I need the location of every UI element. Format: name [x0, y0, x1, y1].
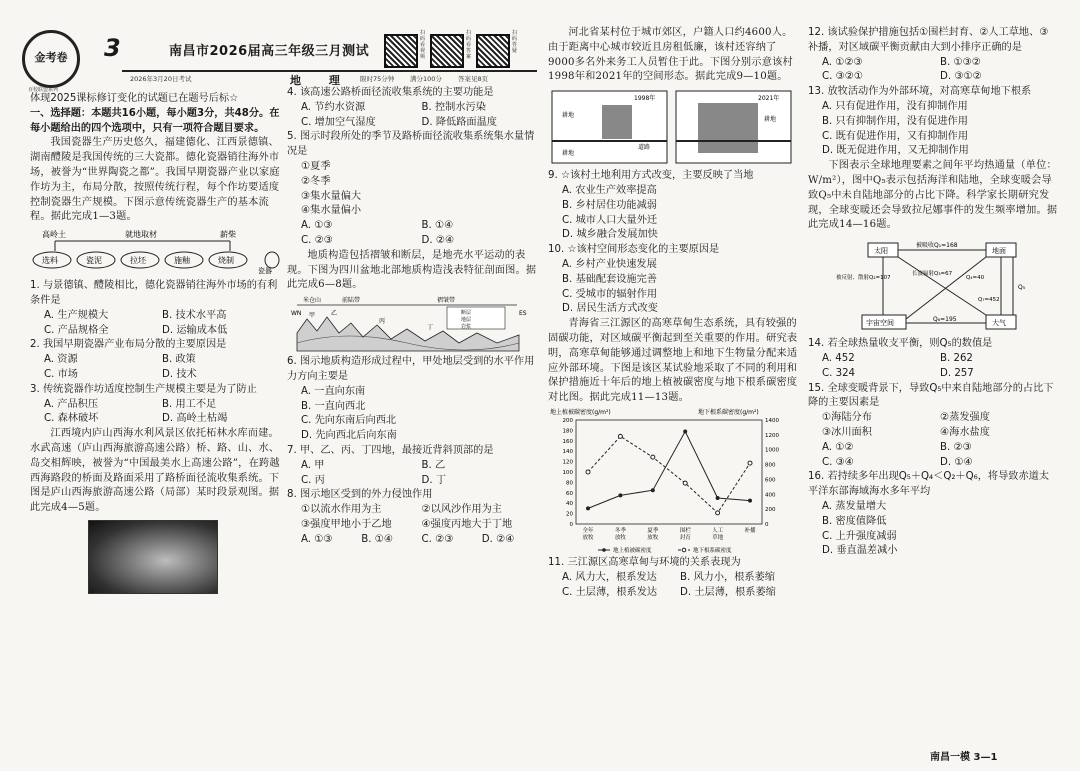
exam-date: 2026年3月20日考试: [130, 75, 192, 83]
question-10: 10. ☆该村空间形态变化的主要原因是: [548, 244, 720, 256]
passage-heat-flux: 下图表示全球地理要素之间年平均热通量（单位：W/m²），图中Q₅表示包括海洋和陆地，全球变暖会导致Q₅中未自陆地部分的占比下降。科学家长期研究发现，全球变暖还会导致拉尼娜事件的发生频率增加。据此完成14—16题。: [808, 160, 1058, 231]
q7-option-d[interactable]: D. 丁: [421, 474, 447, 486]
x-tick-label: 围栏: [679, 527, 691, 534]
q6-option-a[interactable]: A. 一直向东南: [301, 385, 366, 397]
q15-item-1: ①海陆分布: [822, 412, 872, 424]
y-tick-left: 20: [566, 511, 573, 518]
heat-flux-diagram: [808, 235, 1058, 335]
q11-options: [548, 571, 798, 601]
q12-option-c[interactable]: C. ③②①: [822, 71, 863, 83]
q8-item-2: ②以风沙作用为主: [421, 504, 502, 516]
y-tick-right: 200: [765, 507, 776, 514]
q8-item-3: ③强度甲地小于乙地: [301, 518, 392, 530]
qr-code-help-icon[interactable]: [476, 34, 510, 68]
y-tick-right: 1000: [765, 447, 779, 454]
q15-item-3: ③冰川面积: [822, 426, 872, 438]
q7-option-b[interactable]: B. 乙: [421, 459, 446, 471]
paper-number: 3: [104, 34, 121, 62]
page-footer: 南昌一模 3—1: [930, 752, 998, 763]
point-below-ground: [651, 455, 655, 459]
flux-q4: Q₄=40: [966, 275, 985, 282]
flow-step-5: 烧制: [218, 256, 234, 266]
village-built-2021: [698, 103, 758, 153]
point-below-ground: [748, 461, 752, 465]
question-14: 14. 若全球热量收支平衡，则Q₅的数值是: [808, 338, 993, 350]
y-tick-left: 100: [562, 469, 573, 476]
q9-option-a[interactable]: A. 农业生产效率提高: [562, 184, 657, 196]
q4-options: [287, 101, 542, 131]
q6-option-b[interactable]: B. 一直向西北: [301, 400, 366, 412]
flow-step-2: 瓷泥: [86, 256, 102, 266]
flux-q7: Q₇=452: [978, 297, 1000, 304]
q14-option-b[interactable]: B. 262: [940, 352, 973, 364]
y-tick-right: 600: [765, 477, 776, 484]
question-2: 2. 我国早期瓷器产业布局分散的主要原因是: [30, 339, 227, 351]
village-built-1998: [602, 105, 632, 139]
q5-item-1: ①夏季: [301, 160, 331, 172]
q13-option-c[interactable]: C. 既有促进作用，又有抑制作用: [822, 130, 969, 142]
q15-items: [808, 411, 1058, 441]
q12-option-b[interactable]: B. ①③②: [940, 56, 981, 68]
map-farm-2: 耕地: [562, 150, 575, 158]
column-3: [548, 26, 798, 600]
village-svg: [548, 87, 798, 167]
y-tick-left: 0: [569, 521, 573, 528]
column-4: [808, 26, 1058, 559]
q14-options: [808, 352, 1058, 382]
q15-item-2: ②蒸发强度: [940, 412, 990, 424]
legend-label-below: 地下根系碳密度: [693, 547, 732, 554]
q15-item-4: ④海水盐度: [940, 426, 990, 438]
chart-svg: [548, 406, 798, 556]
q8-options: [287, 533, 542, 548]
x-tick-label-line2: 草地: [712, 534, 724, 541]
y-tick-left: 200: [562, 417, 573, 424]
flow-step-6: 瓷器: [258, 267, 272, 276]
question-4: 4. 该高速公路桥面径流收集系统的主要功能是: [287, 87, 494, 98]
y-tick-right: 1400: [765, 417, 779, 424]
y-tick-right: 0: [765, 521, 769, 528]
node-sun: 太阳: [874, 247, 888, 256]
legend-marker-above: [602, 548, 606, 552]
question-5: 5. 图示时段所处的季节及路桥面径流收集系统集水量情况是: [287, 131, 535, 158]
y-tick-right: 800: [765, 462, 776, 469]
q10-option-d[interactable]: D. 居民生活方式改变: [562, 303, 658, 315]
question-1: 1. 与景德镇、醴陵相比，德化瓷器销往海外市场的有利条件是: [30, 280, 278, 306]
qr-code-video-icon[interactable]: [384, 34, 418, 68]
q15-options: [808, 441, 1058, 471]
q2-options: [30, 353, 280, 383]
column-2: [287, 86, 542, 548]
q8-option-a[interactable]: A. ①③: [301, 533, 333, 545]
profile-dir-e: ES: [519, 310, 527, 318]
q15-option-a[interactable]: A. ①②: [822, 441, 854, 453]
point-above-ground: [716, 496, 720, 500]
q14-option-c[interactable]: C. 324: [822, 367, 856, 379]
q8-item-4: ④强度丙地大于丁地: [421, 518, 513, 530]
q5-item-4: ④集水量偏小: [301, 205, 362, 217]
brand-logo: [22, 30, 80, 88]
heat-svg: [808, 235, 1058, 335]
point-bing: 丙: [379, 318, 386, 326]
passage-village: 河北省某村位于城市郊区，户籍人口约4600人。由于距离中心城市较近且房租低廉，该村还容纳了9000多名外来务工人员暂住于此。下图分别示意该村1998年和2021年的空间形态。据此完成9—10题。: [548, 27, 793, 83]
q16-option-c[interactable]: C. 上升强度减弱: [822, 530, 897, 542]
carbon-density-chart: [548, 406, 798, 556]
flow-steps: [33, 252, 279, 275]
q16-option-a[interactable]: A. 蒸发量增大: [822, 500, 887, 512]
q5-option-a[interactable]: A. ①③: [301, 220, 333, 232]
x-tick-label: 补播: [744, 527, 756, 534]
legend-stratum: 地层: [461, 317, 472, 324]
profile-dir-w: WN: [291, 310, 302, 318]
q5-item-3: ③集水量偏大: [301, 190, 362, 202]
node-ground: 地面: [992, 247, 1006, 256]
chart-marks: [586, 429, 752, 554]
q8-items: [287, 503, 542, 533]
point-below-ground: [586, 470, 590, 474]
q5-item-2: ②冬季: [301, 175, 331, 187]
ceramics-flow-diagram: [30, 227, 280, 277]
qr-label-help: 扫码答疑: [512, 30, 518, 54]
q11-option-b[interactable]: B. 风力小，根系萎缩: [680, 571, 775, 583]
q4-option-b[interactable]: B. 控制水污染: [421, 101, 486, 113]
q10-option-c[interactable]: C. 受城市的辐射作用: [562, 288, 658, 300]
q8-item-1: ①以流水作用为主: [301, 504, 382, 516]
q3-option-d[interactable]: D. 高岭土枯竭: [162, 413, 228, 425]
q1-option-b[interactable]: B. 技术水平高: [162, 309, 227, 321]
qr-label-video: 扫码看视频: [420, 30, 426, 60]
intro-note: 体现2025课标修订变化的试题已在题号后标☆: [30, 93, 239, 104]
y-tick-left: 40: [566, 501, 573, 508]
highway-photo: [88, 520, 218, 594]
q4-option-c[interactable]: C. 增加空气湿度: [301, 116, 376, 128]
q14-option-a[interactable]: A. 452: [822, 352, 855, 364]
flow-top-left: 高岭土: [42, 230, 66, 240]
q12-option-d[interactable]: D. ③①②: [940, 71, 982, 83]
point-above-ground: [586, 506, 590, 510]
question-12: 12. 该试验保护措施包括①围栏封育、②人工草地、③补播，对区域碳平衡贡献由大到小排序正确的是: [808, 27, 1049, 53]
flux-q6: Q₆=195: [933, 316, 957, 324]
q1-option-d[interactable]: D. 运输成本低: [162, 324, 228, 336]
x-tick-label: 冬季: [614, 527, 626, 534]
point-jia: 甲: [309, 312, 316, 320]
flow-step-3: 拉坯: [130, 256, 146, 266]
q7-options: [287, 459, 542, 489]
point-below-ground: [618, 434, 622, 438]
q16-option-b[interactable]: B. 密度值降低: [822, 515, 887, 527]
q16-option-d[interactable]: D. 垂直温差减小: [822, 545, 898, 557]
passage-meadow: 青海省三江源区的高寒草甸生态系统，具有较强的固碳功能，对区域碳平衡起到至关重要的作用。研究表明，高寒草甸能够通过调整地上和地下生物量分配来适应外部环境。下图是该区某试验地采取了不同的利用和保护措施近十年后的地上植被碳密度与地下根系碳密度对比图。据此完成11—13题。: [548, 318, 798, 404]
q1-options: [30, 309, 280, 339]
q12-options: [808, 56, 1058, 86]
profile-label-a: 米仓山: [303, 297, 322, 305]
q15-option-b[interactable]: B. ②③: [940, 441, 972, 453]
logo-text: 金考卷: [34, 51, 68, 64]
flow-step-4: 施釉: [174, 256, 190, 266]
legend-label-above: 地上植被碳密度: [613, 547, 652, 554]
q13-option-d[interactable]: D. 既无促进作用，又无抑制作用: [822, 145, 969, 157]
time-limit: 限时75分钟: [360, 75, 395, 83]
chart-frame: [576, 420, 762, 524]
q14-option-d[interactable]: D. 257: [940, 367, 974, 379]
y-tick-left: 80: [566, 480, 573, 487]
logo-subtitle: 百校联盟系列: [28, 87, 59, 93]
x-tick-label-line2: 放牧: [647, 534, 659, 541]
question-6: 6. 图示地质构造形成过程中，甲处地层受到的水平作用力方向主要是: [287, 356, 535, 382]
geology-profile-diagram: [287, 293, 542, 355]
q1-option-c[interactable]: C. 产品规格全: [44, 324, 109, 336]
q12-option-a[interactable]: A. ①②③: [822, 56, 863, 68]
passage-geology: 地质构造包括褶皱和断层，是地壳水平运动的表现。下图为四川盆地北部地质构造浅表特征剖面图。据此完成6—8题。: [287, 249, 537, 291]
question-11: 11. 三江源区高寒草甸与环境的关系表现为: [548, 556, 741, 568]
flux-q5: Q₅: [1018, 284, 1026, 292]
chart-axes: [563, 418, 780, 541]
q2-option-b[interactable]: B. 政策: [162, 354, 196, 366]
y-tick-left: 120: [562, 459, 573, 466]
point-below-ground: [716, 511, 720, 515]
x-tick-label: 夏季: [647, 527, 659, 534]
village-maps: [548, 87, 798, 167]
x-tick-label-line2: 放牧: [582, 534, 594, 541]
q11-option-c[interactable]: C. 土层薄，根系发达: [562, 586, 658, 598]
map-farm-3: 耕地: [764, 116, 777, 124]
flux-q2: 被反射、散射Q₂=107: [836, 275, 891, 282]
map-year-2021: 2021年: [758, 95, 780, 103]
q8-option-c[interactable]: C. ②③: [421, 533, 454, 545]
q2-option-a[interactable]: A. 资源: [44, 354, 78, 366]
legend-magma: 岩浆: [461, 324, 472, 331]
q9-option-b[interactable]: B. 乡村居住功能减弱: [562, 199, 657, 211]
y-tick-left: 140: [562, 449, 573, 456]
q6-option-c[interactable]: C. 先向东南后向西北: [301, 415, 397, 427]
q3-option-b[interactable]: B. 用工不足: [162, 398, 217, 410]
point-below-ground: [683, 481, 687, 485]
q6-option-d[interactable]: D. 先向西北后向东南: [301, 430, 397, 442]
profile-legend: [447, 307, 505, 329]
q13-option-a[interactable]: A. 只有促进作用，没有抑制作用: [822, 100, 968, 112]
q3-option-c[interactable]: C. 森林破坏: [44, 413, 99, 425]
x-tick-label: 人工: [712, 527, 724, 534]
flow-svg: [30, 227, 280, 277]
q8-option-d[interactable]: D. ②④: [481, 533, 515, 545]
flow-top-right: 薪柴: [220, 230, 236, 240]
question-9: 9. ☆该村土地利用方式改变，主要反映了当地: [548, 170, 754, 182]
subject-title: 地 理: [290, 74, 352, 87]
point-above-ground: [683, 429, 687, 433]
flux-q1: 被吸收Q₁=168: [916, 242, 958, 250]
flow-step-1: 选料: [42, 256, 58, 266]
question-16: 16. 若持续多年出现Q₅＋Q₄＜Q₂＋Q₆，将导致赤道太平洋东部海域海水多年平均: [808, 471, 1050, 498]
point-yi: 乙: [331, 310, 338, 318]
passage-highway: 江西境内庐山西海水利风景区依托柘林水库而建。水武高速（庐山西海旅游高速公路）桥、路、山、水、岛交相辉映，被誉为“中国最美水上高速公路”，在跨越西海路段的桥面及路面采用了路桥面径流收集系统。下图是庐山西海旅游高速公路（局部）某时段景观图。据此完成4—5题。: [30, 428, 280, 514]
column-1: [30, 92, 280, 594]
question-13: 13. 放牧活动作为外部环境，对高寒草甸地下根系: [808, 86, 1032, 98]
profile-label-b: 前陆带: [342, 297, 361, 305]
q1-option-a[interactable]: A. 生产规模大: [44, 309, 109, 321]
point-above-ground: [748, 499, 752, 503]
point-above-ground: [651, 488, 655, 492]
question-8: 8. 图示地区受到的外力侵蚀作用: [287, 489, 433, 501]
q7-option-c[interactable]: C. 丙: [301, 474, 325, 486]
y-tick-left: 180: [562, 428, 573, 435]
flux-q3: 长波辐射Q₃=67: [912, 271, 953, 278]
q15-option-d[interactable]: D. ①④: [940, 456, 973, 468]
q8-option-b[interactable]: B. ①④: [361, 533, 393, 545]
qr-code-answer-icon[interactable]: [430, 34, 464, 68]
profile-label-c: 褶皱带: [437, 297, 456, 305]
x-tick-label-line2: 放牧: [614, 534, 626, 541]
chart-ylabel-right: 地下根系碳密度(g/m²): [698, 408, 759, 416]
q3-options: [30, 398, 280, 428]
flow-top-mid: 就地取材: [125, 230, 157, 240]
node-air: 大气: [992, 319, 1006, 328]
question-15: 15. 全球变暖背景下，导致Q₅中来自陆地部分的占比下降的主要因素是: [808, 382, 1054, 409]
q9-option-c[interactable]: C. 城市人口大量外迁: [562, 214, 658, 226]
map-farm-1: 耕地: [562, 112, 575, 120]
q4-option-d[interactable]: D. 降低路面温度: [421, 116, 497, 128]
point-above-ground: [618, 493, 622, 497]
section-heading: 一、选择题：本题共16小题，每小题3分，共48分。在每小题给出的四个选项中，只有一项符合题目要求。: [30, 107, 280, 134]
q2-option-c[interactable]: C. 市场: [44, 368, 78, 380]
q11-option-a[interactable]: A. 风力大，根系发达: [562, 571, 657, 583]
q13-option-b[interactable]: B. 只有抑制作用，没有促进作用: [822, 115, 968, 127]
legend-marker-below: [682, 548, 686, 552]
profile-svg: [287, 293, 537, 355]
y-tick-left: 60: [566, 490, 573, 497]
paper-title: 南昌市2026届高三年级三月测试: [169, 44, 370, 59]
point-ding: 丁: [427, 324, 434, 332]
node-space: 宇宙空间: [866, 319, 894, 328]
map-road: 道路: [638, 144, 651, 152]
q11-option-d[interactable]: D. 土层薄，根系萎缩: [680, 586, 776, 598]
q5-options: [287, 219, 542, 249]
y-tick-right: 400: [765, 492, 776, 499]
q5-option-d[interactable]: D. ②④: [421, 234, 455, 246]
qr-label-answer: 扫码看答案: [466, 30, 472, 60]
q15-option-c[interactable]: C. ③④: [822, 456, 854, 468]
q5-option-c[interactable]: C. ②③: [301, 234, 333, 246]
question-3: 3. 传统瓷器作坊适度控制生产规模主要是为了防止: [30, 383, 257, 395]
q4-option-a[interactable]: A. 节约水资源: [301, 101, 366, 113]
chart-ylabel-left: 地上植被碳密度(g/m²): [550, 408, 611, 416]
answer-page: 答案见8页: [458, 75, 489, 83]
q9-option-d[interactable]: D. 城乡融合发展加快: [562, 229, 658, 241]
passage-ceramics: 我国瓷器生产历史悠久，福建德化、江西景德镇、湖南醴陵是我国传统的三大瓷都。德化瓷器销往海外市场，被誉为“世界陶瓷之都”。我国早期瓷器产业以家庭作坊为主，布局分散，按照传统行程，每个作坊要适度控制瓷器生产规模。下图示意传统瓷器生产的基本流程。据此完成1—3题。: [30, 137, 280, 223]
q10-option-a[interactable]: A. 乡村产业快速发展: [562, 258, 657, 270]
x-tick-label-line2: 封育: [679, 534, 691, 541]
y-tick-left: 160: [562, 438, 573, 445]
series-line-below: [588, 436, 750, 513]
q3-option-a[interactable]: A. 产品积压: [44, 398, 99, 410]
q7-option-a[interactable]: A. 甲: [301, 459, 325, 471]
legend-fault: 断层: [461, 310, 472, 317]
q5-option-b[interactable]: B. ①④: [421, 220, 454, 232]
map-year-1998: 1998年: [634, 95, 656, 103]
question-7: 7. 甲、乙、丙、丁四地，最接近背斜顶部的是: [287, 444, 494, 456]
q2-option-d[interactable]: D. 技术: [162, 368, 197, 380]
q10-option-b[interactable]: B. 基础配套设施完善: [562, 273, 657, 285]
x-tick-label: 全年: [582, 527, 594, 534]
y-tick-right: 1200: [765, 432, 779, 439]
full-score: 满分100分: [410, 75, 442, 83]
